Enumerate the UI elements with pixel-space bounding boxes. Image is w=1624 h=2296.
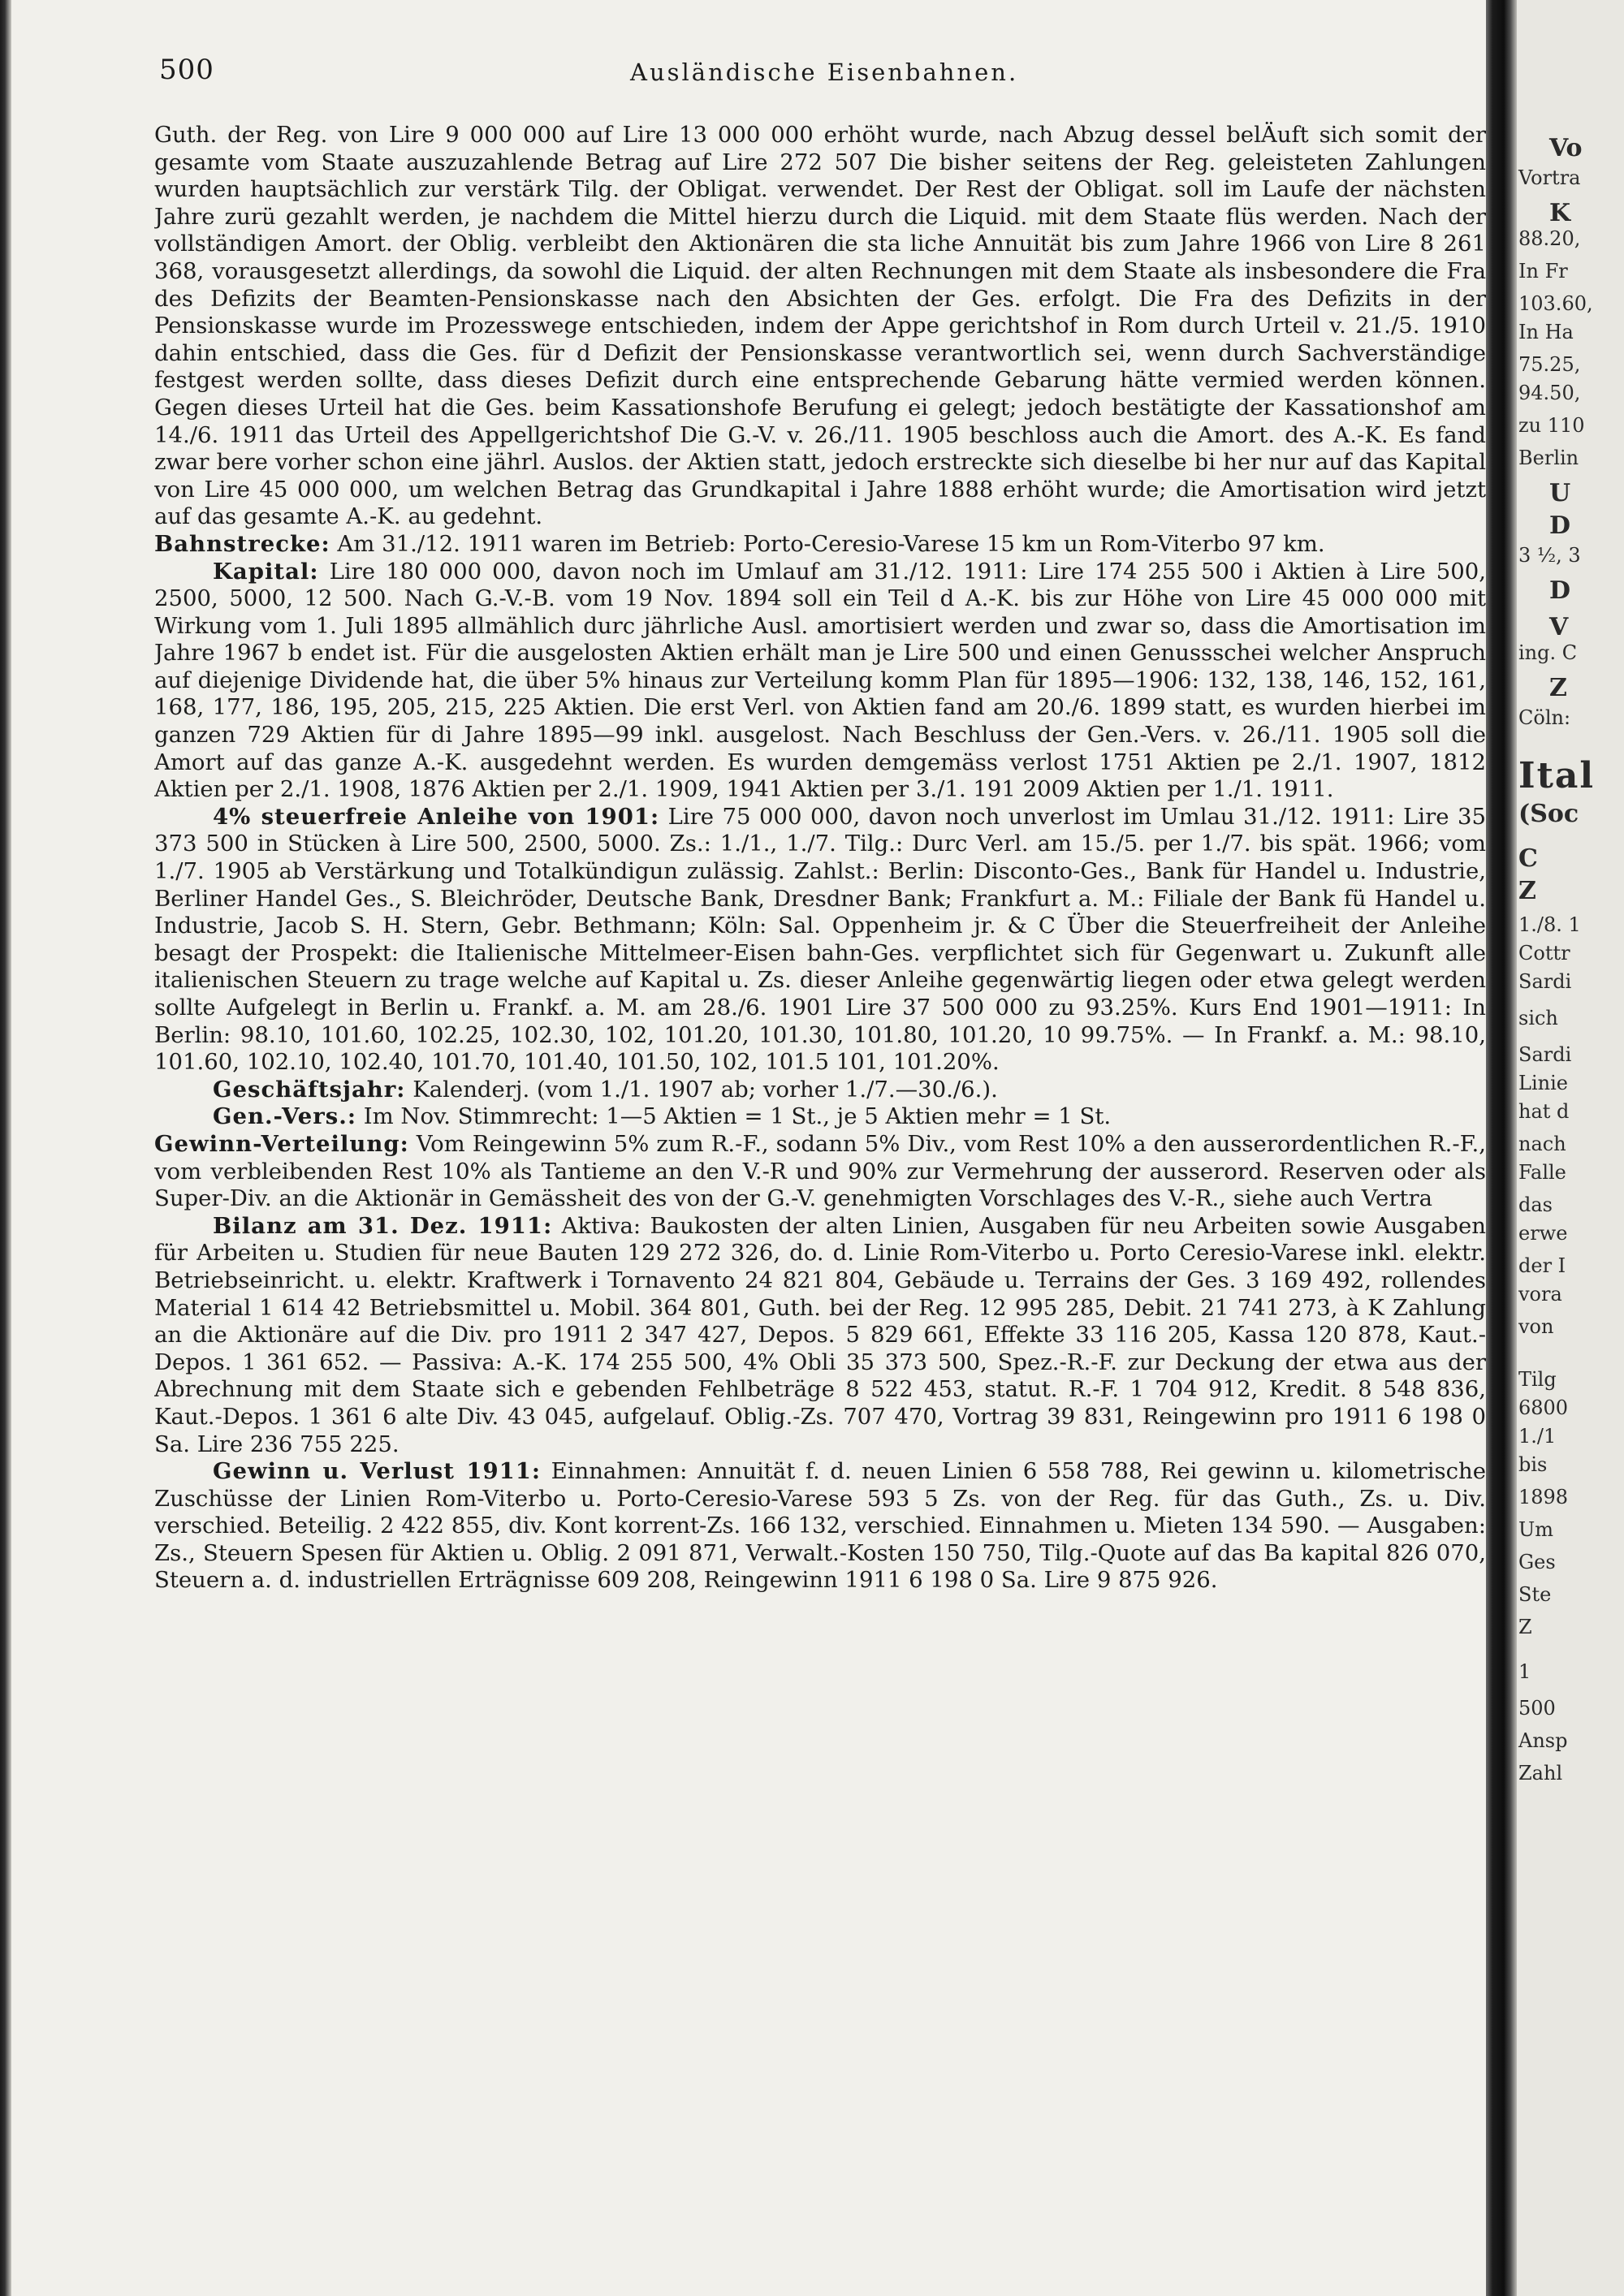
facing-page-fragment-line: Z — [1518, 1616, 1532, 1638]
facing-page-fragment-line: Ste — [1518, 1583, 1552, 1606]
page-number: 500 — [159, 54, 214, 86]
paragraph — [154, 531, 1486, 559]
facing-page-fragment-line: erwe — [1518, 1222, 1568, 1245]
facing-page-fragment-line: U — [1549, 479, 1571, 507]
facing-page-fragment-line: vora — [1518, 1283, 1562, 1306]
paragraph-text: Vom Reingewinn 5% zum R.-F., sodann 5% Div., vom Rest 10% a den ausserordentlichen R.-F., vom verbleibenden Rest 10% als Tantieme an den V.-R und 90% zur Vermehrung der ausserord. Reserven oder als Super-Div. an die Aktionär in Gemässheit des von der G.-V. genehmigten Vorschlages des V.-R., siehe auch Vertra — [154, 1130, 1486, 1212]
page-body — [154, 122, 1486, 1595]
paragraph — [154, 559, 1486, 804]
paragraph — [154, 1131, 1486, 1213]
facing-page-fragment-line: 94.50, — [1518, 382, 1581, 404]
facing-page-fragment-line: In Ha — [1518, 321, 1574, 343]
facing-page-fragment-line: (Soc — [1518, 800, 1579, 828]
paragraph-lead: Gewinn u. Verlust 1911: — [213, 1458, 542, 1485]
facing-page-fragment-line: Z — [1549, 674, 1567, 702]
facing-page-fragment-line: Ges — [1518, 1551, 1556, 1573]
facing-page-fragment-line: von — [1518, 1315, 1554, 1338]
facing-page-fragment-line: Berlin — [1518, 447, 1579, 469]
facing-page-fragment-line: K — [1549, 199, 1571, 227]
facing-page-fragment-line: Vo — [1549, 134, 1583, 162]
paragraph-lead: Gen.-Vers.: — [213, 1103, 356, 1130]
paragraph — [154, 122, 1486, 531]
facing-page-fragment-line: Cottr — [1518, 942, 1570, 965]
facing-page-fragment-line: Um — [1518, 1518, 1553, 1541]
facing-page-fragment-line: 1898 — [1518, 1486, 1569, 1508]
facing-page-fragment-line: In Fr — [1518, 260, 1568, 283]
facing-page-fragment-line: D — [1549, 576, 1571, 605]
facing-page-fragment-line: Linie — [1518, 1072, 1568, 1094]
book-gutter — [1486, 0, 1517, 2296]
facing-page-fragment-line: hat d — [1518, 1100, 1570, 1123]
paragraph-text: Aktiva: Baukosten der alten Linien, Ausgaben für neu Arbeiten sowie Ausgaben für Arbeiten u. Studien für neue Bauten 129 272 326, do. d. Linie Rom-Viterbo u. Porto Ceresio-Varese inkl. elektr. Betriebseinricht. u. elektr. Kraftwerk i Tornavento 24 821 804, Gebäude u. Terrains der Ges. 3 169 492, rollendes Material 1 614 42 Betriebsmittel u. Mobil. 364 801, Guth. bei der Reg. 12 995 285, Debit. 21 741 273, à K Zahlung an die Aktionäre auf die Div. pro 1911 2 347 427, Depos. 5 829 661, Effekte 33 116 205, Kassa 120 878, Kaut.-Depos. 1 361 652. — Passiva: A.-K. 174 255 500, 4% Obli 35 373 500, Spez.-R.-F. zur Deckung der etwa aus der Abrechnung mit dem Staate sich e gebenden Fehlbeträge 8 522 453, statut. R.-F. 1 704 912, Kredit. 8 548 836, Kaut.-Depos. 1 361 6 alte Div. 43 045, aufgelauf. Oblig.-Zs. 707 470, Vortrag 39 831, Reingewinn pro 1911 6 198 0 Sa. Lire 236 755 225. — [154, 1212, 1486, 1457]
paragraph — [154, 1458, 1486, 1595]
paragraph — [154, 1103, 1486, 1131]
facing-page-fragment-line: Z — [1518, 877, 1536, 905]
facing-page-fragment — [1517, 0, 1624, 2296]
facing-page-fragment-line: Vortra — [1518, 166, 1581, 189]
paragraph — [154, 1077, 1486, 1104]
paragraph-text: Am 31./12. 1911 waren im Betrieb: Porto-Ceresio-Varese 15 km un Rom-Viterbo 97 km. — [337, 530, 1325, 557]
paragraph-lead: Geschäftsjahr: — [213, 1076, 406, 1103]
paragraph-lead: Bahnstrecke: — [154, 530, 330, 557]
facing-page-fragment-line: C — [1518, 844, 1538, 873]
facing-page-fragment-line: Tilg — [1518, 1368, 1557, 1391]
facing-page-fragment-line: der I — [1518, 1254, 1566, 1277]
running-head: Ausländische Eisenbahnen. — [630, 58, 1019, 86]
paragraph-lead: Bilanz am 31. Dez. 1911: — [213, 1212, 553, 1239]
paragraph-text: Lire 180 000 000, davon noch im Umlauf am 31./12. 1911: Lire 174 255 500 i Aktien à Lire 500, 2500, 5000, 12 500. Nach G.-V.-B. vom 19 Nov. 1894 soll ein Teil d A.-K. bis zur Höhe von Lire 45 000 000 mit Wirkung vom 1. Juli 1895 allmählich durc jährliche Ausl. amortisiert werden und zwar so, dass die Amortisation im Jahre 1967 b endet ist. Für die ausgelosten Aktien erhält man je Lire 500 und einen Genussschei welcher Anspruch auf diejenige Dividende hat, die über 5% hinaus zur Verteilung komm Plan für 1895—1906: 132, 138, 146, 152, 161, 168, 177, 186, 195, 205, 215, 225 Aktien. Die erst Verl. von Aktien fand am 20./6. 1899 statt, es wurden hierbei im ganzen 729 Aktien für di Jahre 1895—99 inkl. ausgelost. Nach Beschluss der Gen.-Vers. v. 26./11. 1905 soll die Amort auf das ganze A.-K. ausgedehnt werden. Es wurden demgemäss verlost 1751 Aktien pe 2./1. 1907, 1812 Aktien per 2./1. 1908, 1876 Aktien per 2./1. 1909, 1941 Aktien per 3./1. 191 2009 Aktien per 1./1. 1911. — [154, 558, 1486, 803]
facing-page-fragment-line: 1./8. 1 — [1518, 913, 1581, 936]
facing-page-fragment-line: das — [1518, 1193, 1553, 1216]
paragraph-text: Einnahmen: Annuität f. d. neuen Linien 6 558 788, Rei gewinn u. kilometrische Zuschüsse der Linien Rom-Viterbo u. Porto-Ceresio-Varese 593 5 Zs. von der Reg. für das Guth., Zs. u. Div. verschied. Beteilig. 2 422 855, div. Kont korrent-Zs. 166 132, verschied. Einnahmen u. Mieten 134 590. — Ausgaben: Zs., Steuern Spesen für Aktien u. Oblig. 2 091 871, Verwalt.-Kosten 150 750, Tilg.-Quote auf das Ba kapital 826 070, Steuern a. d. industriellen Erträgnisse 609 208, Reingewinn 1911 6 198 0 Sa. Lire 9 875 926. — [154, 1458, 1486, 1594]
facing-page-fragment-line: sich — [1518, 1007, 1558, 1029]
paragraph-text: Im Nov. Stimmrecht: 1—5 Aktien = 1 St., je 5 Aktien mehr = 1 St. — [363, 1103, 1112, 1130]
facing-page-fragment-line: Sardi — [1518, 1043, 1572, 1066]
page-header — [159, 54, 1466, 93]
paragraph — [154, 804, 1486, 1077]
facing-page-fragment-line: D — [1549, 511, 1571, 540]
facing-page-fragment-line: nach — [1518, 1133, 1566, 1155]
paragraph-lead: Kapital: — [213, 558, 319, 585]
paragraph-text: Kalenderj. (vom 1./1. 1907 ab; vorher 1./7.—30./6.). — [412, 1076, 998, 1103]
facing-page-fragment-line: V — [1549, 613, 1569, 641]
paragraph-lead: 4% steuerfreie Anleihe von 1901: — [213, 803, 660, 830]
paragraph — [154, 1213, 1486, 1458]
paragraph-lead: Gewinn-Verteilung: — [154, 1130, 409, 1157]
facing-page-fragment-line: 500 — [1518, 1697, 1556, 1720]
facing-page-fragment-line: 75.25, — [1518, 353, 1581, 376]
facing-page-fragment-line: Ansp — [1518, 1729, 1568, 1752]
facing-page-fragment-line: 1./1 — [1518, 1425, 1557, 1448]
facing-page-fragment-line: 6800 — [1518, 1396, 1569, 1419]
paragraph-text: Lire 75 000 000, davon noch unverlost im Umlau 31./12. 1911: Lire 35 373 500 in Stücken à Lire 500, 2500, 5000. Zs.: 1./1., 1./7. Tilg.: Durc Verl. am 15./5. per 1./7. bis spät. 1966; vom 1./7. 1905 ab Verstärkung und Totalkündigun zulässig. Zahlst.: Berlin: Disconto-Ges., Bank für Handel u. Industrie, Berliner Handel Ges., S. Bleichröder, Deutsche Bank, Dresdner Bank; Frankfurt a. M.: Filiale der Bank fü Handel u. Industrie, Jacob S. H. Stern, Gebr. Bethmann; Köln: Sal. Oppenheim jr. & C Über die Steuerfreiheit der Anleihe besagt der Prospekt: die Italienische Mittelmeer-Eisen bahn-Ges. verpflichtet sich für Gegenwart u. Zukunft alle italienischen Steuern zu trage welche auf Kapital u. Zs. dieser Anleihe gegenwärtig liegen oder etwa gelegt werden sollte Aufgelegt in Berlin u. Frankf. a. M. am 28./6. 1901 Lire 37 500 000 zu 93.25%. Kurs End 1901—1911: In Berlin: 98.10, 101.60, 102.25, 102.30, 102, 101.20, 101.30, 101.80, 101.20, 10 99.75%. — In Frankf. a. M.: 98.10, 101.60, 102.10, 102.40, 101.70, 101.40, 101.50, 102, 101.5 101, 101.20%. — [154, 803, 1486, 1076]
facing-page-fragment-line: 88.20, — [1518, 227, 1581, 250]
facing-page-fragment-line: Cöln: — [1518, 706, 1571, 729]
facing-page-fragment-line: Sardi — [1518, 970, 1572, 993]
facing-page-fragment-line: zu 110 — [1518, 414, 1585, 437]
facing-page-fragment-line: 1 — [1518, 1660, 1531, 1683]
facing-page-fragment-line: Falle — [1518, 1161, 1566, 1184]
facing-page-fragment-line: 103.60, — [1518, 292, 1593, 315]
page-left-edge — [0, 0, 11, 2296]
facing-page-fragment-line: bis — [1518, 1453, 1548, 1476]
facing-page-fragment-line: Zahl — [1518, 1762, 1563, 1785]
facing-page-fragment-line: 3 ½, 3 — [1518, 544, 1581, 567]
facing-page-fragment-line: ing. C — [1518, 641, 1578, 664]
facing-page-fragment-line: Ital — [1518, 755, 1596, 796]
paragraph-text: Guth. der Reg. von Lire 9 000 000 auf Lire 13 000 000 erhöht wurde, nach Abzug dessel belÄuft sich somit der gesamte vom Staate auszuzahlende Betrag auf Lire 272 507 Die bisher seitens der Reg. geleisteten Zahlungen wurden hauptsächlich zur verstärk Tilg. der Obligat. verwendet. Der Rest der Obligat. soll im Laufe der nächsten Jahre zurü gezahlt werden, je nachdem die Mittel hierzu durch die Liquid. mit dem Staate flüs werden. Nach der vollständigen Amort. der Oblig. verbleibt den Aktionären die sta liche Annuität bis zum Jahre 1966 von Lire 8 261 368, vorausgesetzt allerdings, da sowohl die Liquid. der alten Rechnungen mit dem Staate als insbesondere die Fra des Defizits der Beamten-Pensionskasse nach den Absichten der Ges. erfolgt. Die Fra des Defizits in der Pensionskasse wurde im Prozesswege entschieden, indem der Appe gerichtshof in Rom durch Urteil v. 21./5. 1910 dahin entschied, dass die Ges. für d Defizit der Pensionskasse verantwortlich sei, wenn durch Sachverständige festgest werden sollte, dass dieses Defizit durch eine entsprechende Gebarung hätte vermied werden können. Gegen dieses Urteil hat die Ges. beim Kassationshofe Berufung ei gelegt; jedoch bestätigte der Kassationshof am 14./6. 1911 das Urteil des Appellgerichtshof Die G.-V. v. 26./11. 1905 beschloss auch die Amort. des A.-K. Es fand zwar bere vorher schon eine jährl. Auslos. der Aktien statt, jedoch erstreckte sich dieselbe bi her nur auf das Kapital von Lire 45 000 000, um welchen Betrag das Grundkapital i Jahre 1888 erhöht wurde; die Amortisation wird jetzt auf das gesamte A.-K. au gedehnt. — [154, 122, 1486, 530]
